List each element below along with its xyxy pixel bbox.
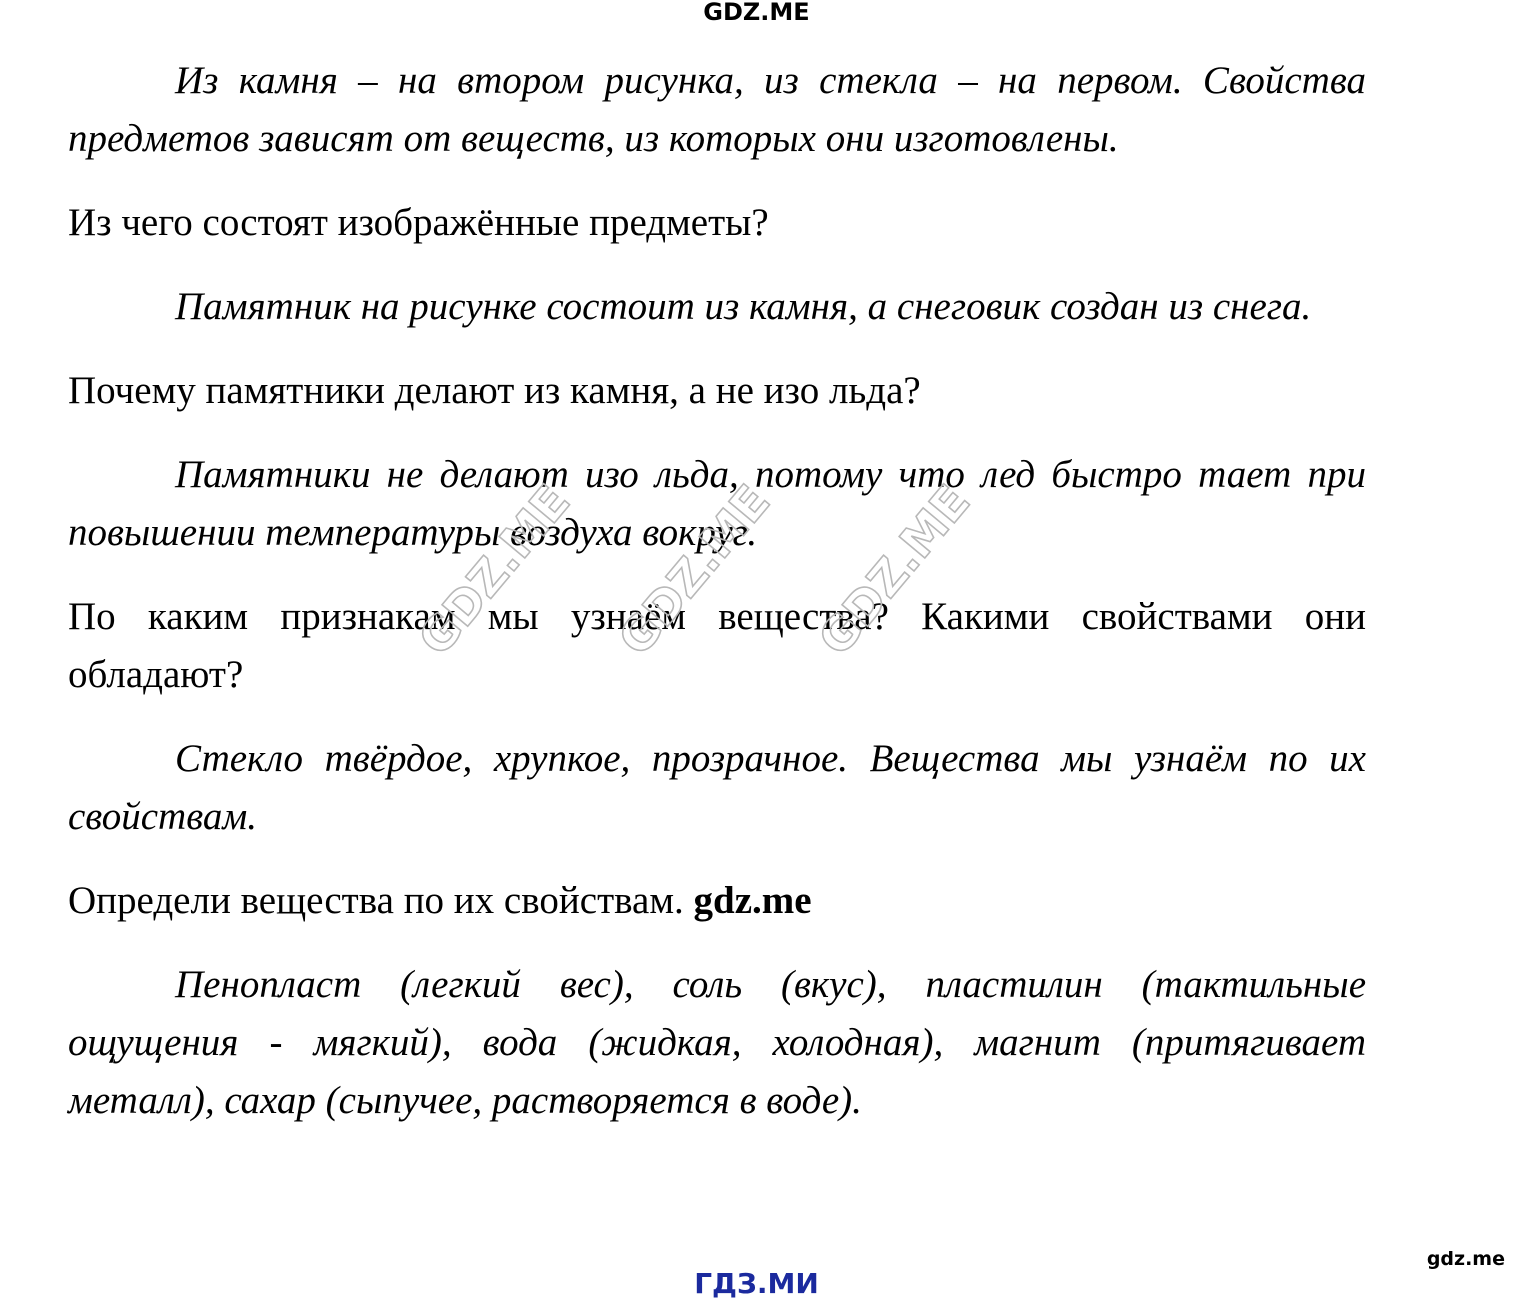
answer-paragraph-5: Пенопласт (легкий вес), соль (вкус), пластилин (тактильные ощущения - мягкий), вода (жидкая, холодная), магнит (притягивает металл), сахар (сыпучее, растворяется в воде).: [68, 963, 1366, 1122]
document-body: [68, 52, 1366, 1156]
question-paragraph-3: По каким признакам мы узнаём вещества? Какими свойствами они обладают?: [68, 595, 1366, 696]
answer-paragraph-1: Из камня – на втором рисунка, из стекла – на первом. Свойства предметов зависят от веществ, из которых они изготовлены.: [68, 59, 1366, 160]
corner-site-link[interactable]: gdz.me: [1426, 1248, 1505, 1270]
question-paragraph-4: [68, 872, 1366, 930]
watermark: GDZ.ME: [407, 474, 581, 666]
answer-paragraph-3: Памятники не делают изо льда, потому что лед быстро тает при повышении температуры воздуха вокруг.: [68, 453, 1366, 554]
watermark: GDZ.ME: [607, 474, 781, 666]
answer-paragraph-2: Памятник на рисунке состоит из камня, а снеговик создан из снега.: [175, 285, 1312, 328]
header-brand: GDZ.ME: [703, 0, 810, 26]
question-paragraph-1: Из чего состоят изображённые предметы?: [68, 201, 769, 244]
watermark: GDZ.ME: [807, 474, 981, 666]
question-paragraph-2: Почему памятники делают из камня, а не изо льда?: [68, 369, 921, 412]
question-text: Определи вещества по их свойствам.: [68, 879, 684, 922]
site-name: gdz.me: [693, 879, 812, 922]
answer-paragraph-4: Стекло твёрдое, хрупкое, прозрачное. Вещества мы узнаём по их свойствам.: [68, 737, 1366, 838]
footer-brand: ГДЗ.МИ: [694, 1267, 819, 1300]
